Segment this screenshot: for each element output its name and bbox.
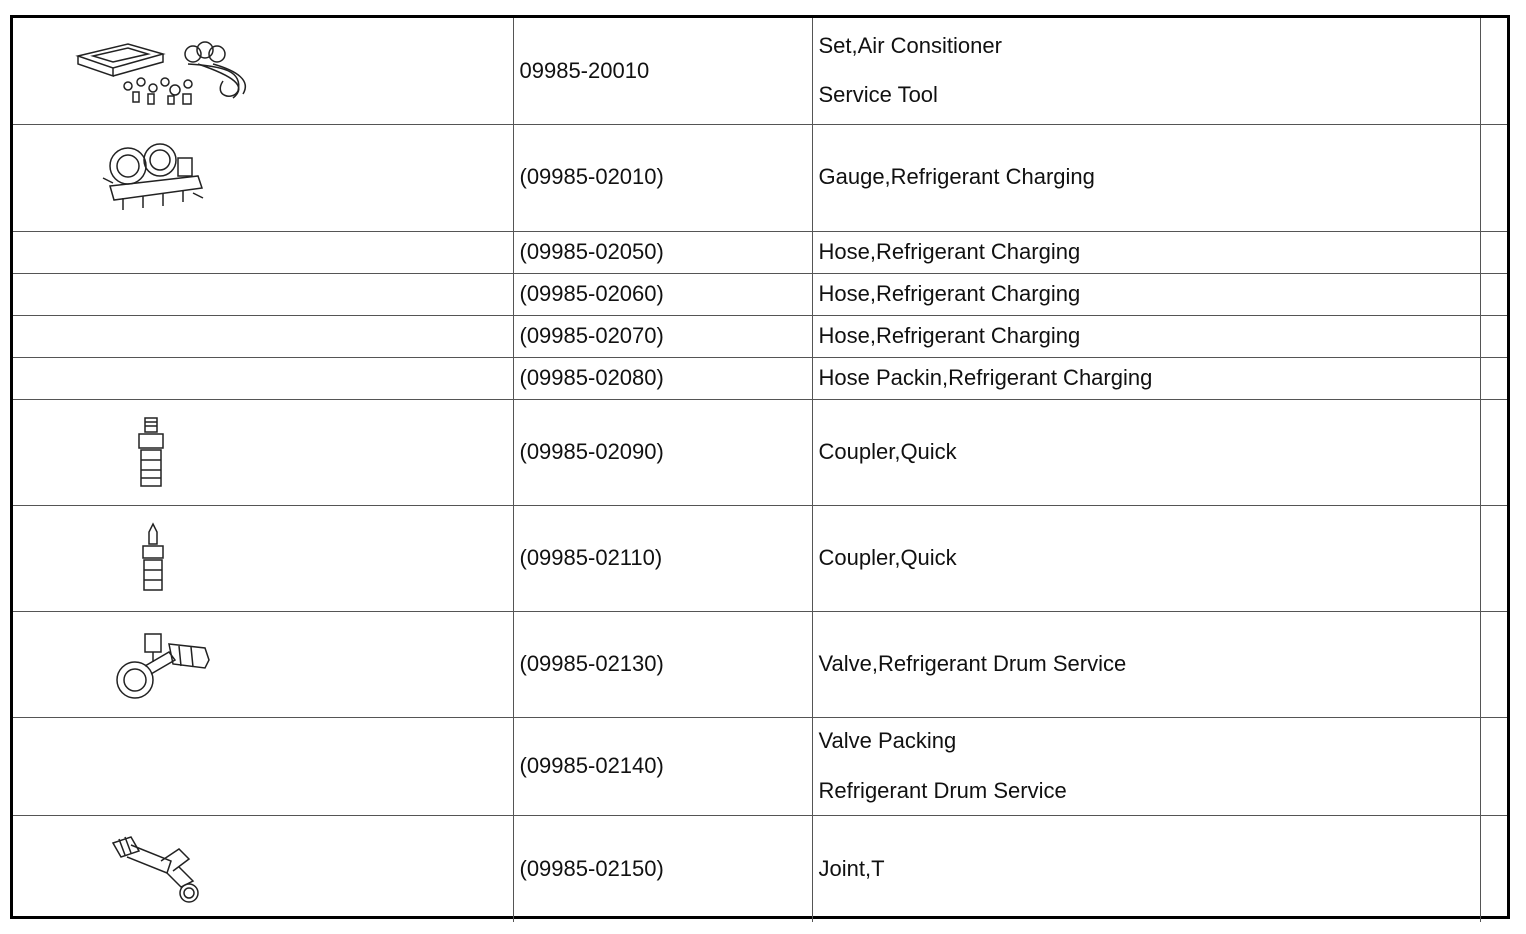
part-number: (09985-02060) bbox=[513, 273, 812, 315]
quick-coupler-illustration bbox=[131, 414, 171, 490]
part-number: (09985-02070) bbox=[513, 315, 812, 357]
remarks-cell bbox=[1480, 273, 1507, 315]
tool-image-cell bbox=[13, 18, 513, 124]
part-number: (09985-02080) bbox=[513, 357, 812, 399]
part-number: (09985-02110) bbox=[513, 505, 812, 611]
remarks-cell bbox=[1480, 124, 1507, 231]
part-description: Coupler,Quick bbox=[812, 505, 1480, 611]
tool-image-cell bbox=[13, 505, 513, 611]
part-description: Valve,Refrigerant Drum Service bbox=[812, 611, 1480, 717]
part-description: Hose,Refrigerant Charging bbox=[812, 273, 1480, 315]
remarks-cell bbox=[1480, 399, 1507, 505]
tool-image-cell bbox=[13, 273, 513, 315]
part-description: Hose Packin,Refrigerant Charging bbox=[812, 357, 1480, 399]
table-row bbox=[13, 124, 1507, 231]
table-row bbox=[13, 717, 1507, 815]
table-row bbox=[13, 505, 1507, 611]
t-joint-illustration bbox=[101, 831, 211, 907]
part-description: Joint,T bbox=[812, 815, 1480, 922]
tool-image-cell bbox=[13, 717, 513, 815]
table-row bbox=[13, 815, 1507, 922]
tool-image-cell bbox=[13, 315, 513, 357]
remarks-cell bbox=[1480, 315, 1507, 357]
remarks-cell bbox=[1480, 357, 1507, 399]
remarks-cell bbox=[1480, 717, 1507, 815]
gauge-manifold-illustration bbox=[98, 138, 208, 218]
table-row bbox=[13, 273, 1507, 315]
remarks-cell bbox=[1480, 18, 1507, 124]
ac-service-tool-set-illustration bbox=[73, 36, 253, 106]
table-row bbox=[13, 399, 1507, 505]
table-row bbox=[13, 357, 1507, 399]
part-description bbox=[812, 18, 1480, 124]
part-number: (09985-02090) bbox=[513, 399, 812, 505]
tool-image-cell bbox=[13, 231, 513, 273]
remarks-cell bbox=[1480, 231, 1507, 273]
tool-image-cell bbox=[13, 611, 513, 717]
remarks-cell bbox=[1480, 505, 1507, 611]
remarks-cell bbox=[1480, 815, 1507, 922]
description-line: Set,Air Consitioner bbox=[818, 32, 1002, 58]
table-row bbox=[13, 611, 1507, 717]
part-description: Coupler,Quick bbox=[812, 399, 1480, 505]
description-line: Service Tool bbox=[818, 82, 938, 108]
special-tools-table bbox=[13, 18, 1507, 922]
quick-coupler-small-illustration bbox=[135, 522, 171, 594]
description-line: Refrigerant Drum Service bbox=[818, 777, 1067, 803]
part-number: (09985-02130) bbox=[513, 611, 812, 717]
part-description: Hose,Refrigerant Charging bbox=[812, 315, 1480, 357]
part-description: Gauge,Refrigerant Charging bbox=[812, 124, 1480, 231]
parts-table-frame bbox=[10, 15, 1510, 919]
table-row bbox=[13, 315, 1507, 357]
part-number: (09985-02050) bbox=[513, 231, 812, 273]
part-number: 09985-20010 bbox=[513, 18, 812, 124]
description-line: Valve Packing bbox=[818, 728, 957, 753]
part-description: Hose,Refrigerant Charging bbox=[812, 231, 1480, 273]
tool-image-cell bbox=[13, 357, 513, 399]
table-row bbox=[13, 231, 1507, 273]
part-number: (09985-02150) bbox=[513, 815, 812, 922]
part-description bbox=[812, 717, 1480, 815]
tool-image-cell bbox=[13, 815, 513, 922]
tool-image-cell bbox=[13, 399, 513, 505]
drum-service-valve-illustration bbox=[109, 624, 213, 704]
table-row bbox=[13, 18, 1507, 124]
part-number: (09985-02140) bbox=[513, 717, 812, 815]
remarks-cell bbox=[1480, 611, 1507, 717]
tool-image-cell bbox=[13, 124, 513, 231]
part-number: (09985-02010) bbox=[513, 124, 812, 231]
